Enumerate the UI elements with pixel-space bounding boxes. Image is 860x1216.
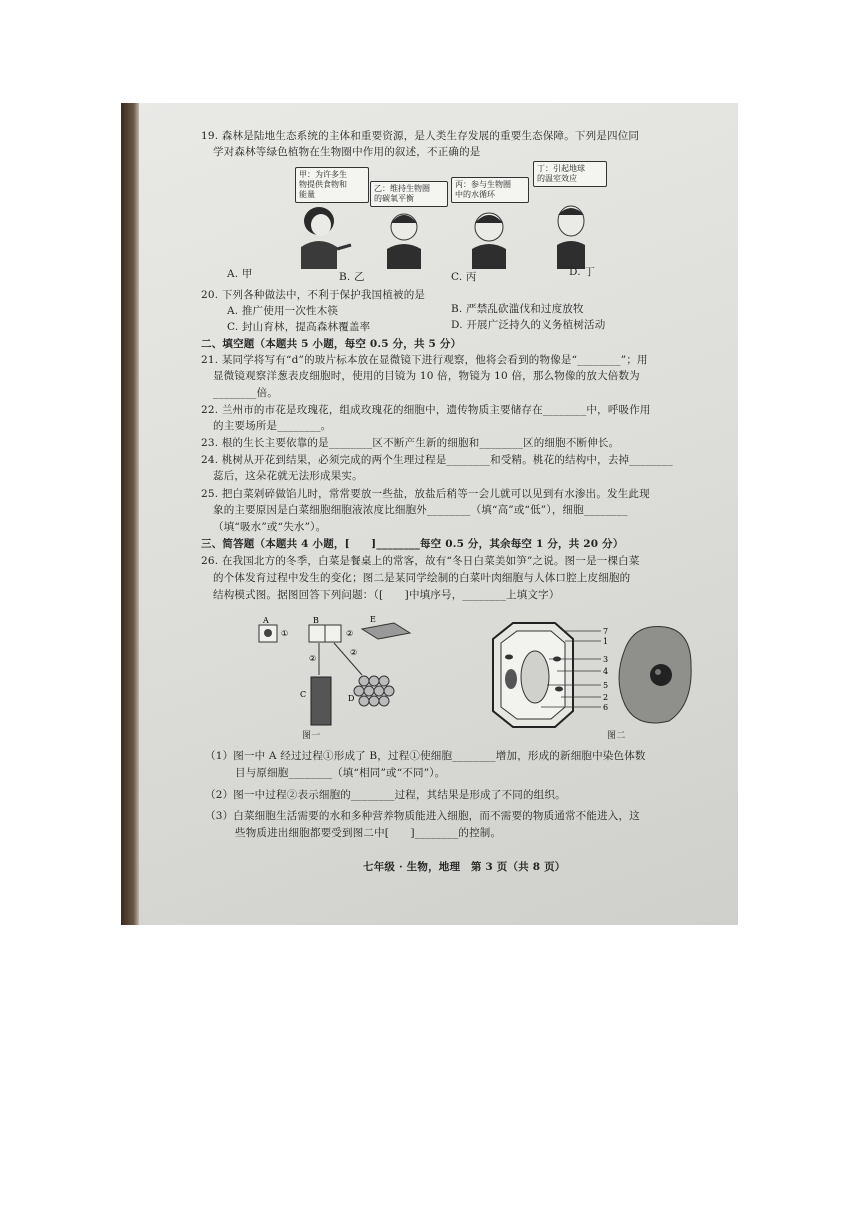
- q19-option-b: B. 乙: [339, 271, 365, 283]
- q19-stem-line1: 19. 森林是陆地生态系统的主体和重要资源，是人类生存发展的重要生态保障。下列是四位同: [201, 130, 640, 142]
- q19-option-d: D. 丁: [569, 266, 596, 278]
- bubble-bing: 丙：参与生物圈 中的水循环: [451, 177, 529, 203]
- fig1-label-e: E: [370, 615, 376, 624]
- figure-2-caption: 图二: [607, 731, 626, 741]
- figure-1-cell-development: [254, 615, 414, 731]
- student-yi: [387, 214, 421, 269]
- student-ding: [557, 206, 585, 269]
- q19-option-c: C. 丙: [451, 271, 477, 283]
- sub-question-3-line1: （3）白菜细胞生活需要的水和多种营养物质能进入细胞，而不需要的物质通常不能进入，这: [205, 810, 640, 822]
- student-bing: [472, 213, 506, 269]
- q25-line2: 象的主要原因是白菜细胞细胞液浓度比细胞外________（填“高”或“低”），细胞________: [213, 504, 628, 516]
- fig2-number-4: 4: [603, 667, 609, 676]
- fig1-label-a: A: [263, 616, 269, 625]
- fig1-step-2-down: ②: [309, 654, 317, 663]
- q19-option-a: A. 甲: [227, 268, 253, 280]
- dark-page-edge: [121, 103, 139, 925]
- page-footer: 七年级 · 生物，地理 第 3 页（共 8 页）: [363, 861, 566, 873]
- fig2-number-7: 7: [603, 627, 609, 636]
- q21-line2: 显微镜观察洋葱表皮细胞时，使用的目镜为 10 倍，物镜为 10 倍，那么物像的放大倍数为: [213, 370, 640, 382]
- q26-line2: 的个体发育过程中发生的变化；图二是某同学绘制的白菜叶肉细胞与人体口腔上皮细胞的: [213, 572, 631, 584]
- sub-question-1-line2: 目与原细胞________（填“相同”或“不同”）。: [235, 767, 446, 779]
- q20-option-b: B. 严禁乱砍滥伐和过度放牧: [451, 303, 584, 315]
- q26-line1: 26. 在我国北方的冬季，白菜是餐桌上的常客，故有“冬日白菜美如笋”之说。图一是一棵白菜: [201, 555, 640, 567]
- fig1-label-d: D: [348, 694, 355, 703]
- figure-2-cell-diagrams: [485, 619, 695, 731]
- q25-line3: （填“吸水”或“失水”）。: [213, 521, 327, 533]
- section-3-heading: 三、简答题（本题共 4 小题，[ ]________每空 0.5 分，其余每空 1 分，共 20 分）: [201, 538, 624, 550]
- plant-cell: [493, 623, 573, 727]
- q26-line3: 结构模式图。据图回答下列问题：（[ ]中填序号，________上填文字）: [213, 589, 560, 601]
- q20-stem: 20. 下列各种做法中，不利于保护我国植被的是: [201, 289, 426, 301]
- q19-stem-line2: 学对森林等绿色植物在生物圈中作用的叙述，不正确的是: [213, 146, 481, 158]
- student-jia: [301, 207, 351, 269]
- fig1-step-2-arrow: ②: [346, 629, 354, 638]
- q20-option-a: A. 推广使用一次性木筷: [227, 305, 339, 317]
- fig1-label-c: C: [300, 690, 307, 699]
- section-2-heading: 二、填空题（本题共 5 小题，每空 0.5 分，共 5 分）: [201, 338, 462, 350]
- fig2-number-6: 6: [603, 703, 609, 712]
- bubble-yi: 乙：维持生物圈 的碳氧平衡: [370, 181, 448, 207]
- fig1-step-1-arrow: ①: [281, 629, 289, 638]
- fig2-number-5: 5: [603, 681, 609, 690]
- sub-question-1-line1: （1）图一中 A 经过过程①形成了 B，过程①使细胞________增加，形成的新细胞中染色体数: [205, 750, 646, 762]
- fig2-number-3: 3: [603, 655, 609, 664]
- animal-cell: [619, 626, 691, 723]
- bubble-jia: 甲：为许多生 物提供食物和 能量: [295, 167, 369, 203]
- q23: 23. 根的生长主要依靠的是________区不断产生新的细胞和________区的细胞不断伸长。: [201, 437, 620, 449]
- q20-option-d: D. 开展广泛持久的义务植树活动: [451, 319, 606, 331]
- q22-line1: 22. 兰州市的市花是玫瑰花，组成玫瑰花的细胞中，遗传物质主要储存在________中，呼吸作用: [201, 404, 651, 416]
- bubble-ding: 丁：引起地球 的温室效应: [533, 161, 607, 187]
- q24-line1: 24. 桃树从开花到结果，必须完成的两个生理过程是________和受精。桃花的结构中，去掉________: [201, 454, 673, 466]
- sub-question-3-line2: 些物质进出细胞都要受到图二中[ ]________的控制。: [235, 827, 502, 839]
- photographed-exam-page: [121, 103, 738, 925]
- q20-option-c: C. 封山育林，提高森林覆盖率: [227, 321, 371, 333]
- q24-line2: 蕊后，这朵花就无法形成果实。: [213, 470, 363, 482]
- q22-line2: 的主要场所是________。: [213, 420, 332, 432]
- exam-sheet: [139, 103, 738, 925]
- q21-line1: 21. 某同学将写有“d”的玻片标本放在显微镜下进行观察，他将会看到的物像是“________”；用: [201, 354, 648, 366]
- fig1-label-b: B: [313, 616, 319, 625]
- figure-1-caption: 图一: [302, 731, 321, 741]
- four-students-illustration: [289, 199, 609, 269]
- fig2-number-1: 1: [603, 637, 609, 646]
- q25-line1: 25. 把白菜剁碎做馅儿时，常常要放一些盐，放盐后稍等一会儿就可以见到有水渗出。发生此现: [201, 488, 650, 500]
- fig2-number-2: 2: [603, 693, 609, 702]
- q21-line3: ________倍。: [213, 387, 278, 399]
- sub-question-2: （2）图一中过程②表示细胞的________过程，其结果是形成了不同的组织。: [205, 789, 566, 801]
- fig1-step-2-diag: ②: [350, 648, 358, 657]
